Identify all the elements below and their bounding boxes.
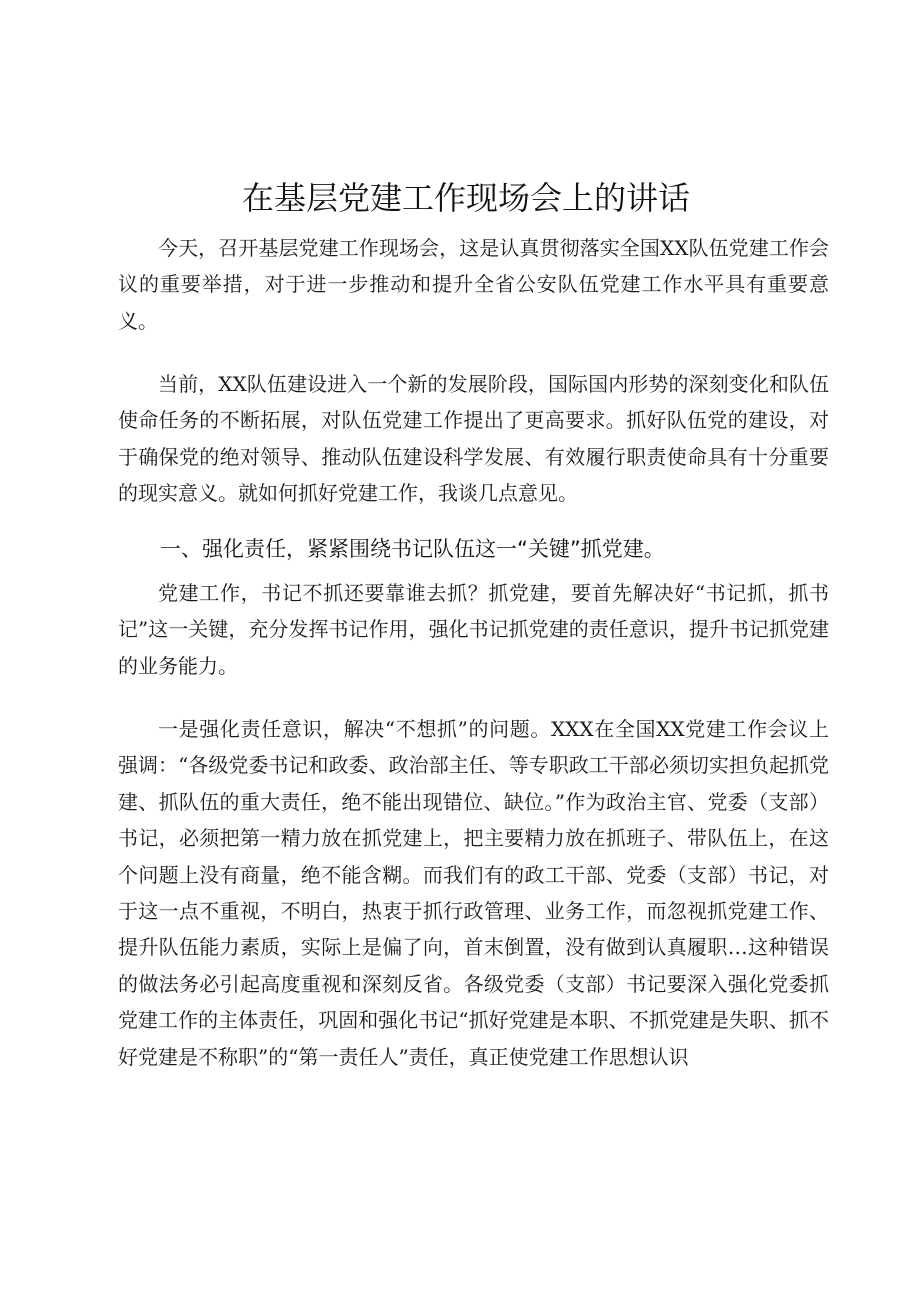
paragraph-responsibility: 一是强化责任意识，解决“不想抓”的问题。XXX在全国XX党建工作会议上强调：“各级党委书记和政委、政治部主任、等专职政工干部必须切实担负起抓党建、抓队伍的重大责任，绝不能出现错位、缺位。”作为政治主官、党委（支部）书记，必须把第一精力放在抓党建上，把主要精力放在抓班子、带队伍上，在这个问题上没有商量，绝不能含糊。而我们有的政工干部、党委（支部）书记，对于这一点不重视，不明白，热衷于抓行政管理、业务工作，而忽视抓党建工作、提升队伍能力素质，实际上是偏了向，首末倒置，没有做到认真履职…这种错误的做法务必引起高度重视和深刻反省。各级党委（支部）书记要深入强化党委抓党建工作的主体责任，巩固和强化书记“抓好党建是本职、不抓党建是失职、抓不好党建是不称职”的“第一责任人”责任，真正使党建工作思想认识 xyxy=(118,717,829,1069)
document-title: 在基层党建工作现场会上的讲话 xyxy=(241,179,690,217)
paragraph-secretary-role: 党建工作，书记不抓还要靠谁去抓？抓党建，要首先解决好“书记抓，抓书记”这一关键，充分发挥书记作用，强化书记抓党建的责任意识，提升书记抓党建的业务能力。 xyxy=(118,581,829,678)
paragraph-intro: 今天，召开基层党建工作现场会，这是认真贯彻落实全国XX队伍党建工作会议的重要举措，对于进一步推动和提升全省公安队伍党建工作水平具有重要意义。 xyxy=(118,236,829,333)
paragraph-current-situation: 当前，XX队伍建设进入一个新的发展阶段，国际国内形势的深刻变化和队伍使命任务的不断拓展，对队伍党建工作提出了更高要求。抓好队伍党的建设，对于确保党的绝对领导、推动队伍建设科学发展、有效履行职责使命具有十分重要的现实意义。就如何抓好党建工作，我谈几点意见。 xyxy=(118,372,829,506)
section-heading-1: 一、强化责任，紧紧围绕书记队伍这一“关键”抓党建。 xyxy=(160,537,665,561)
